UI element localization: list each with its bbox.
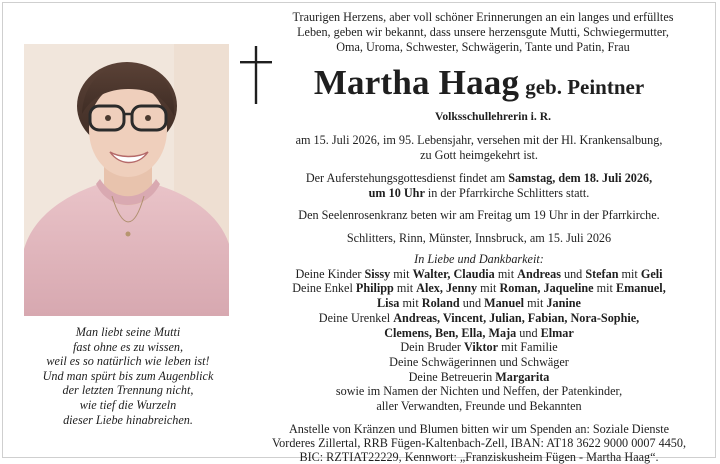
death-text <box>248 133 710 163</box>
family-text: Dein Bruder <box>400 340 464 355</box>
death-line: am 15. Juli 2026, im 95. Lebensjahr, versehen mit der Hl. Krankensalbung, <box>295 133 663 148</box>
family-name: Philipp <box>355 281 394 296</box>
family-text: und <box>560 266 586 281</box>
family-text: und <box>459 296 485 311</box>
family-name: Margarita <box>495 369 550 384</box>
family-name: Roland <box>421 296 460 311</box>
family-text: mit <box>390 266 413 281</box>
family-name: Emanuel, <box>615 281 666 296</box>
family-children <box>248 267 710 282</box>
family-text: und <box>516 325 541 340</box>
intro-line: Traurigen Herzens, aber voll schöner Erinnerungen an ein langes und erfülltes <box>292 10 674 24</box>
family-name: Walter, Claudia <box>412 266 495 281</box>
occupation: Volksschullehrerin i. R. <box>435 110 551 124</box>
love-gratitude: In Liebe und Dankbarkeit: <box>414 251 544 266</box>
family-text: Deine Enkel <box>292 281 356 296</box>
poem-line: der letzten Trennung nicht, <box>62 383 194 398</box>
poem <box>18 325 238 427</box>
service-text <box>248 171 710 201</box>
family-text: mit <box>524 296 547 311</box>
portrait-drawing <box>24 44 229 316</box>
rosary-text: Den Seelenrosenkranz beten wir am Freitag um 19 Uhr in der Pfarrkirche. <box>298 208 660 223</box>
family-text: mit <box>494 266 518 281</box>
family-relatives: aller Verwandten, Freunde und Bekannten <box>376 399 582 414</box>
family-name: Viktor <box>463 340 499 355</box>
service-date: Samstag, dem 18. Juli 2026, <box>508 170 653 185</box>
family-great-grandchildren-cont <box>248 326 710 341</box>
family-name: Sissy <box>364 266 391 281</box>
family-caregiver <box>248 370 710 385</box>
family-name: Stefan <box>585 266 619 281</box>
family-text: mit <box>477 281 500 296</box>
family-text: Deine Betreuerin <box>408 369 496 384</box>
family-text: mit <box>618 266 641 281</box>
poem-line: Und man spürt bis zum Augenblick <box>42 368 214 383</box>
family-text: mit <box>593 281 616 296</box>
service-text-part: in der Pfarrkirche Schlitters statt. <box>424 185 590 200</box>
service-text-part: Der Auferstehungsgottesdienst findet am <box>305 170 509 185</box>
family-name: Alex, Jenny <box>416 281 478 296</box>
family-text: Deine Urenkel <box>318 310 394 325</box>
poem-line: wie tief die Wurzeln <box>79 397 177 412</box>
family-grandchildren-cont <box>248 296 710 311</box>
service-time: um 10 Uhr <box>368 185 425 200</box>
family-grandchildren <box>248 281 710 296</box>
family-great-grandchildren <box>248 311 710 326</box>
service-line-2 <box>248 186 710 201</box>
deceased-name: Martha Haag <box>313 63 520 103</box>
family-list <box>248 267 710 414</box>
portrait-photo <box>24 44 229 316</box>
family-name: Janine <box>546 296 581 311</box>
family-text: Deine Kinder <box>295 266 365 281</box>
family-name: Roman, Jaqueline <box>499 281 594 296</box>
poem-line: fast ohne es zu wissen, <box>72 339 184 354</box>
birth-name: geb. Peintner <box>525 75 645 100</box>
family-name: Andreas, Vincent, Julian, Fabian, Nora-Sophie, <box>393 310 640 325</box>
family-name: Clemens, Ben, Ella, Maja <box>384 325 517 340</box>
poem-line: weil es so natürlich wie leben ist! <box>46 354 210 369</box>
poem-line: dieser Liebe hinabreichen. <box>63 412 193 427</box>
family-text: mit <box>393 281 417 296</box>
deceased-name-line <box>248 65 710 108</box>
notice-text <box>248 10 710 464</box>
poem-line: Man liebt seine Mutti <box>75 325 181 339</box>
family-in-laws: Deine Schwägerinnen und Schwäger <box>389 354 569 369</box>
family-nieces: sowie im Namen der Nichten und Neffen, der Patenkinder, <box>335 384 623 399</box>
donation-line: Anstelle von Kränzen und Blumen bitten wir um Spenden an: Soziale Dienste <box>288 421 670 436</box>
family-brother <box>248 340 710 355</box>
intro-line: Oma, Uroma, Schwester, Schwägerin, Tante und Patin, Frau <box>336 39 630 54</box>
donation-text <box>248 422 710 464</box>
place-date: Schlitters, Rinn, Münster, Innsbruck, am 15. Juli 2026 <box>346 231 612 246</box>
family-name: Lisa <box>377 296 400 311</box>
family-name: Geli <box>640 266 663 281</box>
intro-line: Leben, geben wir bekannt, dass unsere herzensgute Mutti, Schwiegermutter, <box>297 24 669 39</box>
intro-text <box>256 10 710 54</box>
service-line-1 <box>248 171 710 186</box>
family-name: Manuel <box>484 296 525 311</box>
family-name: Elmar <box>540 325 574 340</box>
donation-line: Vorderes Zillertal, RRB Fügen-Kaltenbach-Zell, IBAN: AT18 3622 9000 0007 4450, <box>271 436 687 450</box>
family-text: mit Familie <box>498 340 558 355</box>
family-name: Andreas <box>517 266 561 281</box>
family-text: mit <box>399 296 422 311</box>
donation-line: BIC: RZTIAT22229, Kennwort: „Franziskusheim Fügen - Martha Haag“. <box>299 450 659 464</box>
death-line: zu Gott heimgekehrt ist. <box>420 147 538 162</box>
